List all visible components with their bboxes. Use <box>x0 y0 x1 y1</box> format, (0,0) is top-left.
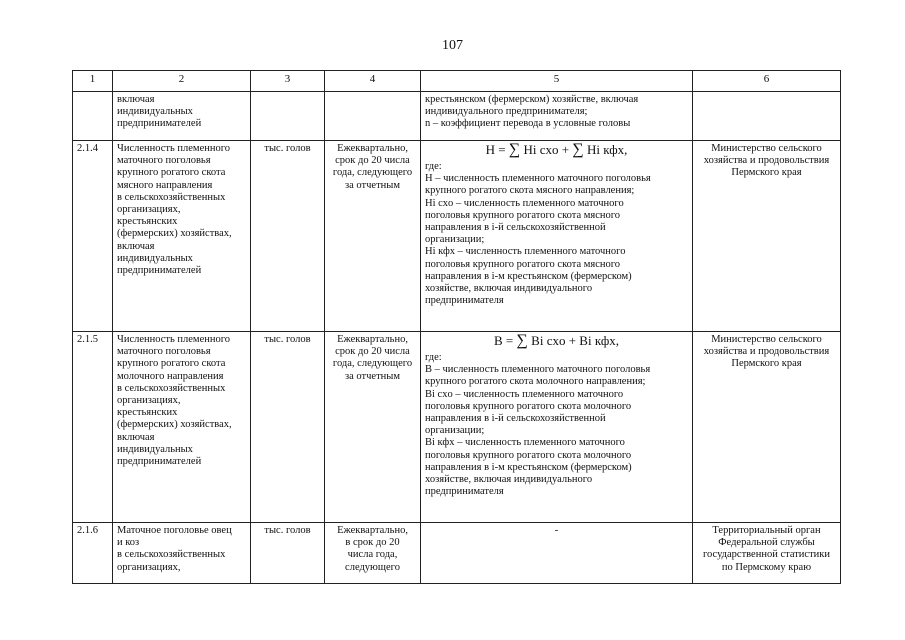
indicator-name: Маточное поголовье овец и коз в сельскохозяйственных организациях, <box>113 523 251 584</box>
formula: H = ∑ Hi cxo + ∑ Hi кфх, <box>485 141 628 158</box>
method-text: где: H – численность племенного маточного поголовья крупного рогатого скота мясного направления; Hi cxo – численность племенного маточного поголовья крупного рогатого скота мясного направления в i-й сельскохозяйственной организации; Hi кфх – численность племенного маточного поголовья крупного рогатого скота мясного направления в i-м крестьянском (фермерском) хозяйстве, включая индивидуального предпринимателя <box>425 161 651 307</box>
source-cell: Министерство сельского хозяйства и продовольствия Пермского края <box>693 332 841 523</box>
table-row <box>73 523 841 584</box>
method-cell <box>421 332 693 523</box>
sum-symbol: ∑ <box>508 141 521 158</box>
page-number: 107 <box>442 38 463 53</box>
sum-symbol: ∑ <box>516 332 528 349</box>
row-number: 2.1.6 <box>73 523 113 584</box>
unit-cell: тыс. голов <box>251 141 325 332</box>
table-row <box>73 92 841 141</box>
table-header-row <box>73 71 841 92</box>
dash-placeholder: - <box>554 525 559 536</box>
source-cell: Территориальный орган Федеральной службы государственной статистики по Пермскому краю <box>693 523 841 584</box>
unit-cell: тыс. голов <box>251 332 325 523</box>
indicator-name: включая индивидуальных предпринимателей <box>113 92 251 141</box>
table-row <box>73 141 841 332</box>
unit-cell <box>251 92 325 141</box>
indicator-name: Численность племенного маточного поголовья крупного рогатого скота молочного направления в сельскохозяйственных организациях, крестьянских (фермерских) хозяйствах, включая индивидуальных предпринимателей <box>113 332 251 523</box>
table-row <box>73 332 841 523</box>
source-cell <box>693 92 841 141</box>
method-text: крестьянском (фермерском) хозяйстве, включая индивидуального предпринимателя; n – коэффициент перевода в условные головы <box>425 94 639 130</box>
row-number: 2.1.5 <box>73 332 113 523</box>
term-cell: Ежеквартально, в срок до 20 числа года, следующего <box>325 523 421 584</box>
column-header: 1 <box>73 71 113 92</box>
column-header: 3 <box>251 71 325 92</box>
column-header: 6 <box>693 71 841 92</box>
row-number <box>73 92 113 141</box>
term-cell: Ежеквартально, срок до 20 числа года, следующего за отчетным <box>325 141 421 332</box>
method-text: где: B – численность племенного маточного поголовья крупного рогатого скота молочного направления; Bi cxo – численность племенного маточного поголовья крупного рогатого скота молочного направления в i-й сельскохозяйственной организации; Bi кфх – численность племенного маточного поголовья крупного рогатого скота молочного направления в i-м крестьянском (фермерском) хозяйстве, включая индивидуального предпринимателя <box>425 352 651 498</box>
row-number: 2.1.4 <box>73 141 113 332</box>
source-cell: Министерство сельского хозяйства и продовольствия Пермского края <box>693 141 841 332</box>
unit-cell: тыс. голов <box>251 523 325 584</box>
indicators-table <box>72 70 841 584</box>
method-cell <box>421 92 693 141</box>
formula: B = ∑ Bi cxo + Bi кфх, <box>493 332 619 349</box>
method-cell <box>421 523 693 584</box>
term-cell: Ежеквартально, срок до 20 числа года, следующего за отчетным <box>325 332 421 523</box>
column-header: 4 <box>325 71 421 92</box>
method-cell <box>421 141 693 332</box>
column-header: 5 <box>421 71 693 92</box>
indicator-name: Численность племенного маточного поголовья крупного рогатого скота мясного направления в сельскохозяйственных организациях, крестьянских (фермерских) хозяйствах, включая индивидуальных предпринимателей <box>113 141 251 332</box>
term-cell <box>325 92 421 141</box>
column-header: 2 <box>113 71 251 92</box>
sum-symbol: ∑ <box>572 141 584 158</box>
